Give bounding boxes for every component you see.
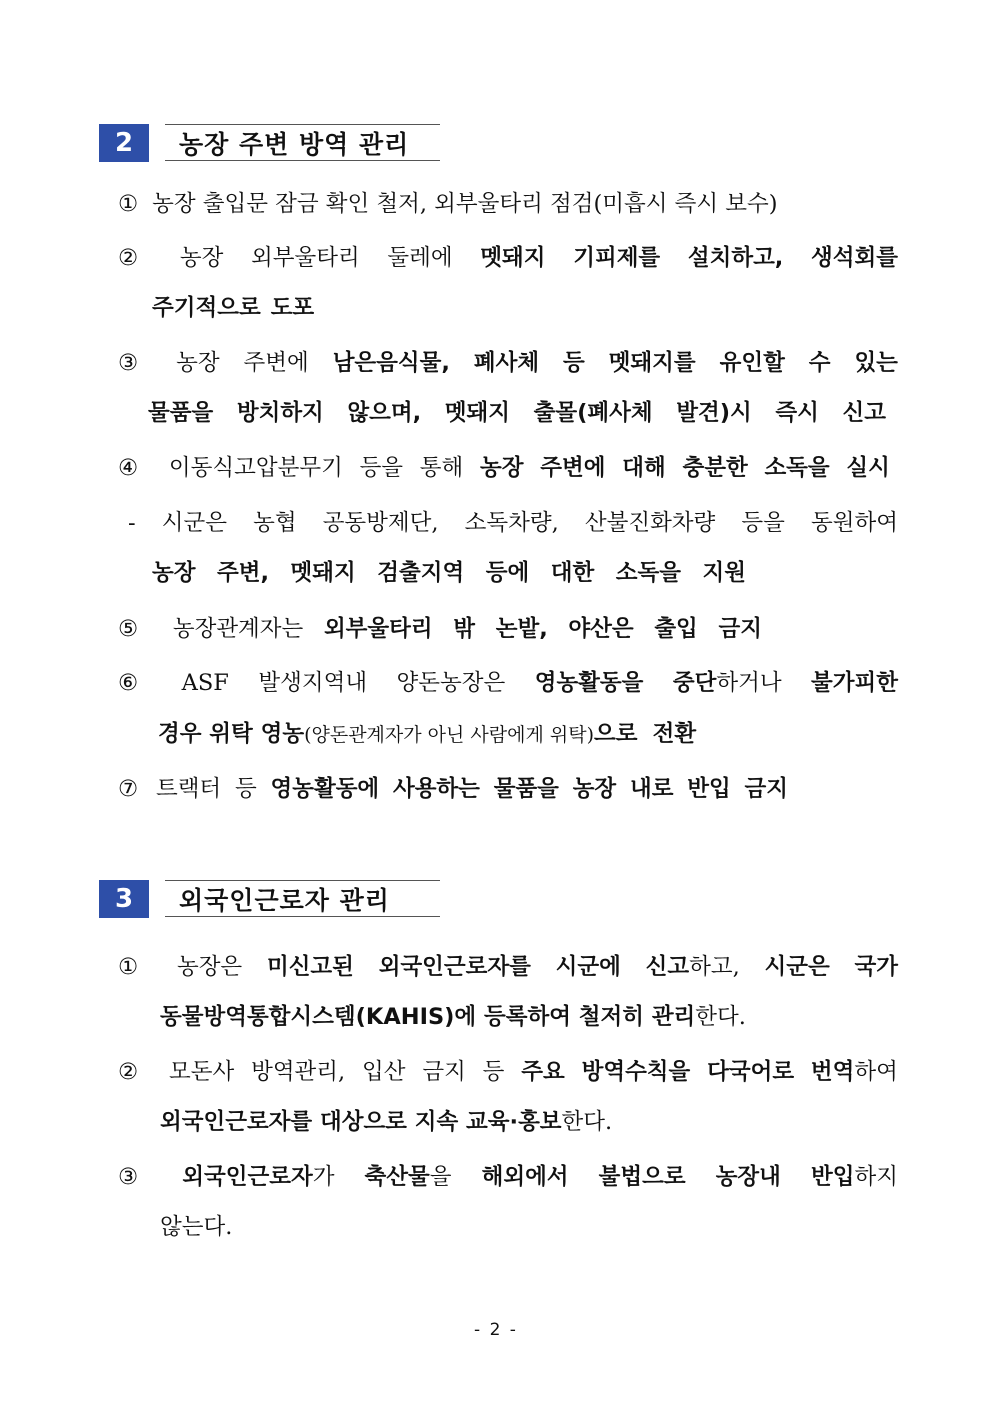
word: 않는다.: [160, 1214, 233, 1240]
list-item: [118, 668, 898, 698]
section-number-badge: 3: [99, 880, 149, 918]
section-title: 농장 주변 방역 관리: [165, 124, 440, 161]
list-item: [118, 243, 898, 273]
word: 멧돼지를: [608, 350, 696, 376]
word: 농장은: [176, 954, 243, 980]
item-marker: ③: [118, 1164, 139, 1190]
word: 있는: [854, 350, 898, 376]
word: 발견)시: [676, 400, 752, 426]
word: 농협: [253, 510, 297, 536]
word: 금지: [422, 1059, 466, 1085]
word-bold-part: 축산물: [364, 1164, 430, 1190]
word: 도포: [270, 295, 315, 321]
sub-item-marker: -: [128, 510, 136, 536]
word: 등에: [485, 560, 530, 586]
list-item: [118, 774, 788, 804]
word: 미신고된: [266, 954, 354, 980]
list-item: [118, 189, 898, 219]
section-3-header: [99, 880, 390, 918]
word: 등: [563, 350, 585, 376]
word: 수: [808, 350, 831, 376]
word: 주기적으로: [152, 295, 261, 321]
word: 영농활동에: [270, 776, 380, 802]
word: 산불진화차량: [584, 510, 716, 536]
word: 농장: [176, 350, 220, 376]
word: 국가: [854, 954, 898, 980]
word: 신고하고,: [645, 954, 740, 980]
item-marker: ①: [118, 954, 139, 980]
item-marker: ①: [118, 191, 139, 217]
word: 지원: [702, 560, 746, 586]
word: 않으며,: [347, 400, 422, 426]
word: 물품을: [148, 400, 214, 426]
word: 등을: [741, 510, 785, 536]
word-bold-part: 신고: [645, 954, 690, 980]
list-item: [118, 952, 898, 982]
word: 내로: [629, 776, 674, 802]
word: 번역하여: [810, 1059, 898, 1085]
word: 시군은: [764, 954, 830, 980]
word: 한다.: [695, 1004, 746, 1030]
word: 방치하지: [236, 400, 324, 426]
word: 전환: [652, 721, 697, 747]
word: 멧돼지: [480, 245, 546, 271]
word: 농장관계자는: [172, 616, 304, 642]
word: 불법으로: [598, 1164, 686, 1190]
word: 기피제를: [573, 245, 661, 271]
word: 외국인근로자를: [378, 954, 531, 980]
list-item: [118, 348, 898, 378]
sub-list-item: [128, 508, 898, 538]
word: 농장: [572, 776, 617, 802]
word: 멧돼지: [444, 400, 511, 426]
word: ASF: [181, 670, 229, 696]
word: 주요: [521, 1059, 565, 1085]
sub-list-item-continuation: [152, 558, 746, 588]
word: 남은음식물,: [332, 350, 450, 376]
word: 방역수칙을: [581, 1059, 691, 1085]
word: 소독차량,: [464, 510, 559, 536]
list-item: [118, 1162, 898, 1192]
item-marker: ②: [118, 1059, 139, 1085]
word: 양돈농장은: [396, 670, 506, 696]
word: 시군은: [161, 510, 227, 536]
word: 주변에: [540, 455, 606, 481]
word: 생석회를: [811, 245, 898, 271]
list-item-continuation: [152, 293, 898, 323]
word: 반입하지: [811, 1164, 898, 1190]
word: 대한: [550, 560, 595, 586]
word: 폐사체: [473, 350, 540, 376]
word: 불가피한: [811, 670, 898, 696]
word: 이동식고압분무기: [168, 455, 343, 481]
item-marker: ⑦: [118, 776, 139, 802]
word: 금지: [744, 776, 788, 802]
word: 축산물을: [364, 1164, 452, 1190]
list-item: [118, 453, 890, 483]
word: 실시: [846, 455, 890, 481]
word-bold-part: 번역: [810, 1059, 855, 1085]
word: 등: [234, 776, 257, 802]
word: 모돈사: [169, 1059, 235, 1085]
word-bold-part: 반입: [811, 1164, 855, 1190]
word: 공동방제단,: [322, 510, 439, 536]
word: 해외에서: [481, 1164, 569, 1190]
word: 중단하거나: [672, 670, 782, 696]
item-marker: ②: [118, 245, 139, 271]
word: 출입: [654, 616, 698, 642]
word: 통해: [419, 455, 464, 481]
word-group: 동물방역통합시스템(KAHIS)에 등록하여 철저히 관리: [160, 1004, 696, 1030]
list-item: [118, 614, 762, 644]
word-bold-part: 외국인근로자: [182, 1164, 313, 1190]
word: 논밭,: [495, 616, 548, 642]
item-marker: ③: [118, 350, 139, 376]
word: 방역관리,: [251, 1059, 346, 1085]
section-2-header: [99, 124, 410, 162]
item-marker: ④: [118, 455, 139, 481]
list-item-continuation: [158, 719, 904, 750]
word: 트랙터: [155, 776, 222, 802]
word: 밖: [453, 616, 476, 642]
word: 유인할: [719, 350, 785, 376]
list-item: [118, 1057, 898, 1087]
word: 영농활동을: [534, 670, 644, 696]
word: 충분한: [682, 455, 748, 481]
list-item-continuation: [148, 398, 886, 428]
word: 농장: [179, 245, 224, 271]
item-marker: ⑤: [118, 616, 139, 642]
word: 다국어로: [707, 1059, 795, 1085]
word-group: 외국인근로자를 대상으로 지속 교육·홍보: [160, 1109, 562, 1135]
word: 신고: [842, 400, 886, 426]
page-number: - 2 -: [474, 1320, 518, 1340]
list-item-continuation: [160, 1212, 906, 1242]
list-item-continuation: [160, 1002, 906, 1032]
word: 즉시: [775, 400, 819, 426]
word: 멧돼지: [290, 560, 356, 586]
item-marker: ⑥: [118, 670, 139, 696]
word: 물품을: [493, 776, 559, 802]
section-number-badge: 2: [99, 124, 149, 162]
word: 으로: [593, 721, 638, 747]
word-group: 경우 위탁 영농: [158, 721, 305, 747]
word: 입산: [362, 1059, 406, 1085]
word: 시군에: [555, 954, 621, 980]
word: 주변,: [217, 560, 270, 586]
section-title: 외국인근로자 관리: [165, 880, 440, 917]
word: 둘레에: [387, 245, 453, 271]
word: 동원하여: [811, 510, 898, 536]
word: 외국인근로자가: [182, 1164, 335, 1190]
word: 사용하는: [392, 776, 480, 802]
word: 야산은: [568, 616, 634, 642]
word: 반입: [687, 776, 731, 802]
word: 발생지역내: [258, 670, 368, 696]
word: 검출지역: [377, 560, 465, 586]
word: 대해: [622, 455, 666, 481]
word: 출몰(폐사체: [533, 400, 653, 426]
word: 금지: [718, 616, 762, 642]
note: (양돈관계자가 아닌 사람에게 위탁): [304, 724, 594, 746]
word-bold-part: 중단: [672, 670, 717, 696]
word: 설치하고,: [687, 245, 784, 271]
word: 등: [482, 1059, 505, 1085]
word: 소독을: [615, 560, 681, 586]
word: 농장내: [715, 1164, 781, 1190]
word: 주변에: [243, 350, 309, 376]
word: 소독을: [764, 455, 830, 481]
word: 등을: [359, 455, 404, 481]
word: 농장: [152, 560, 196, 586]
word: 농장: [480, 455, 524, 481]
word: 외부울타리: [251, 245, 360, 271]
word: 한다.: [561, 1109, 613, 1135]
item-text: 농장 출입문 잠금 확인 철저, 외부울타리 점검(미흡시 즉시 보수): [152, 191, 778, 217]
list-item-continuation: [160, 1107, 906, 1137]
word: 외부울타리: [323, 616, 433, 642]
